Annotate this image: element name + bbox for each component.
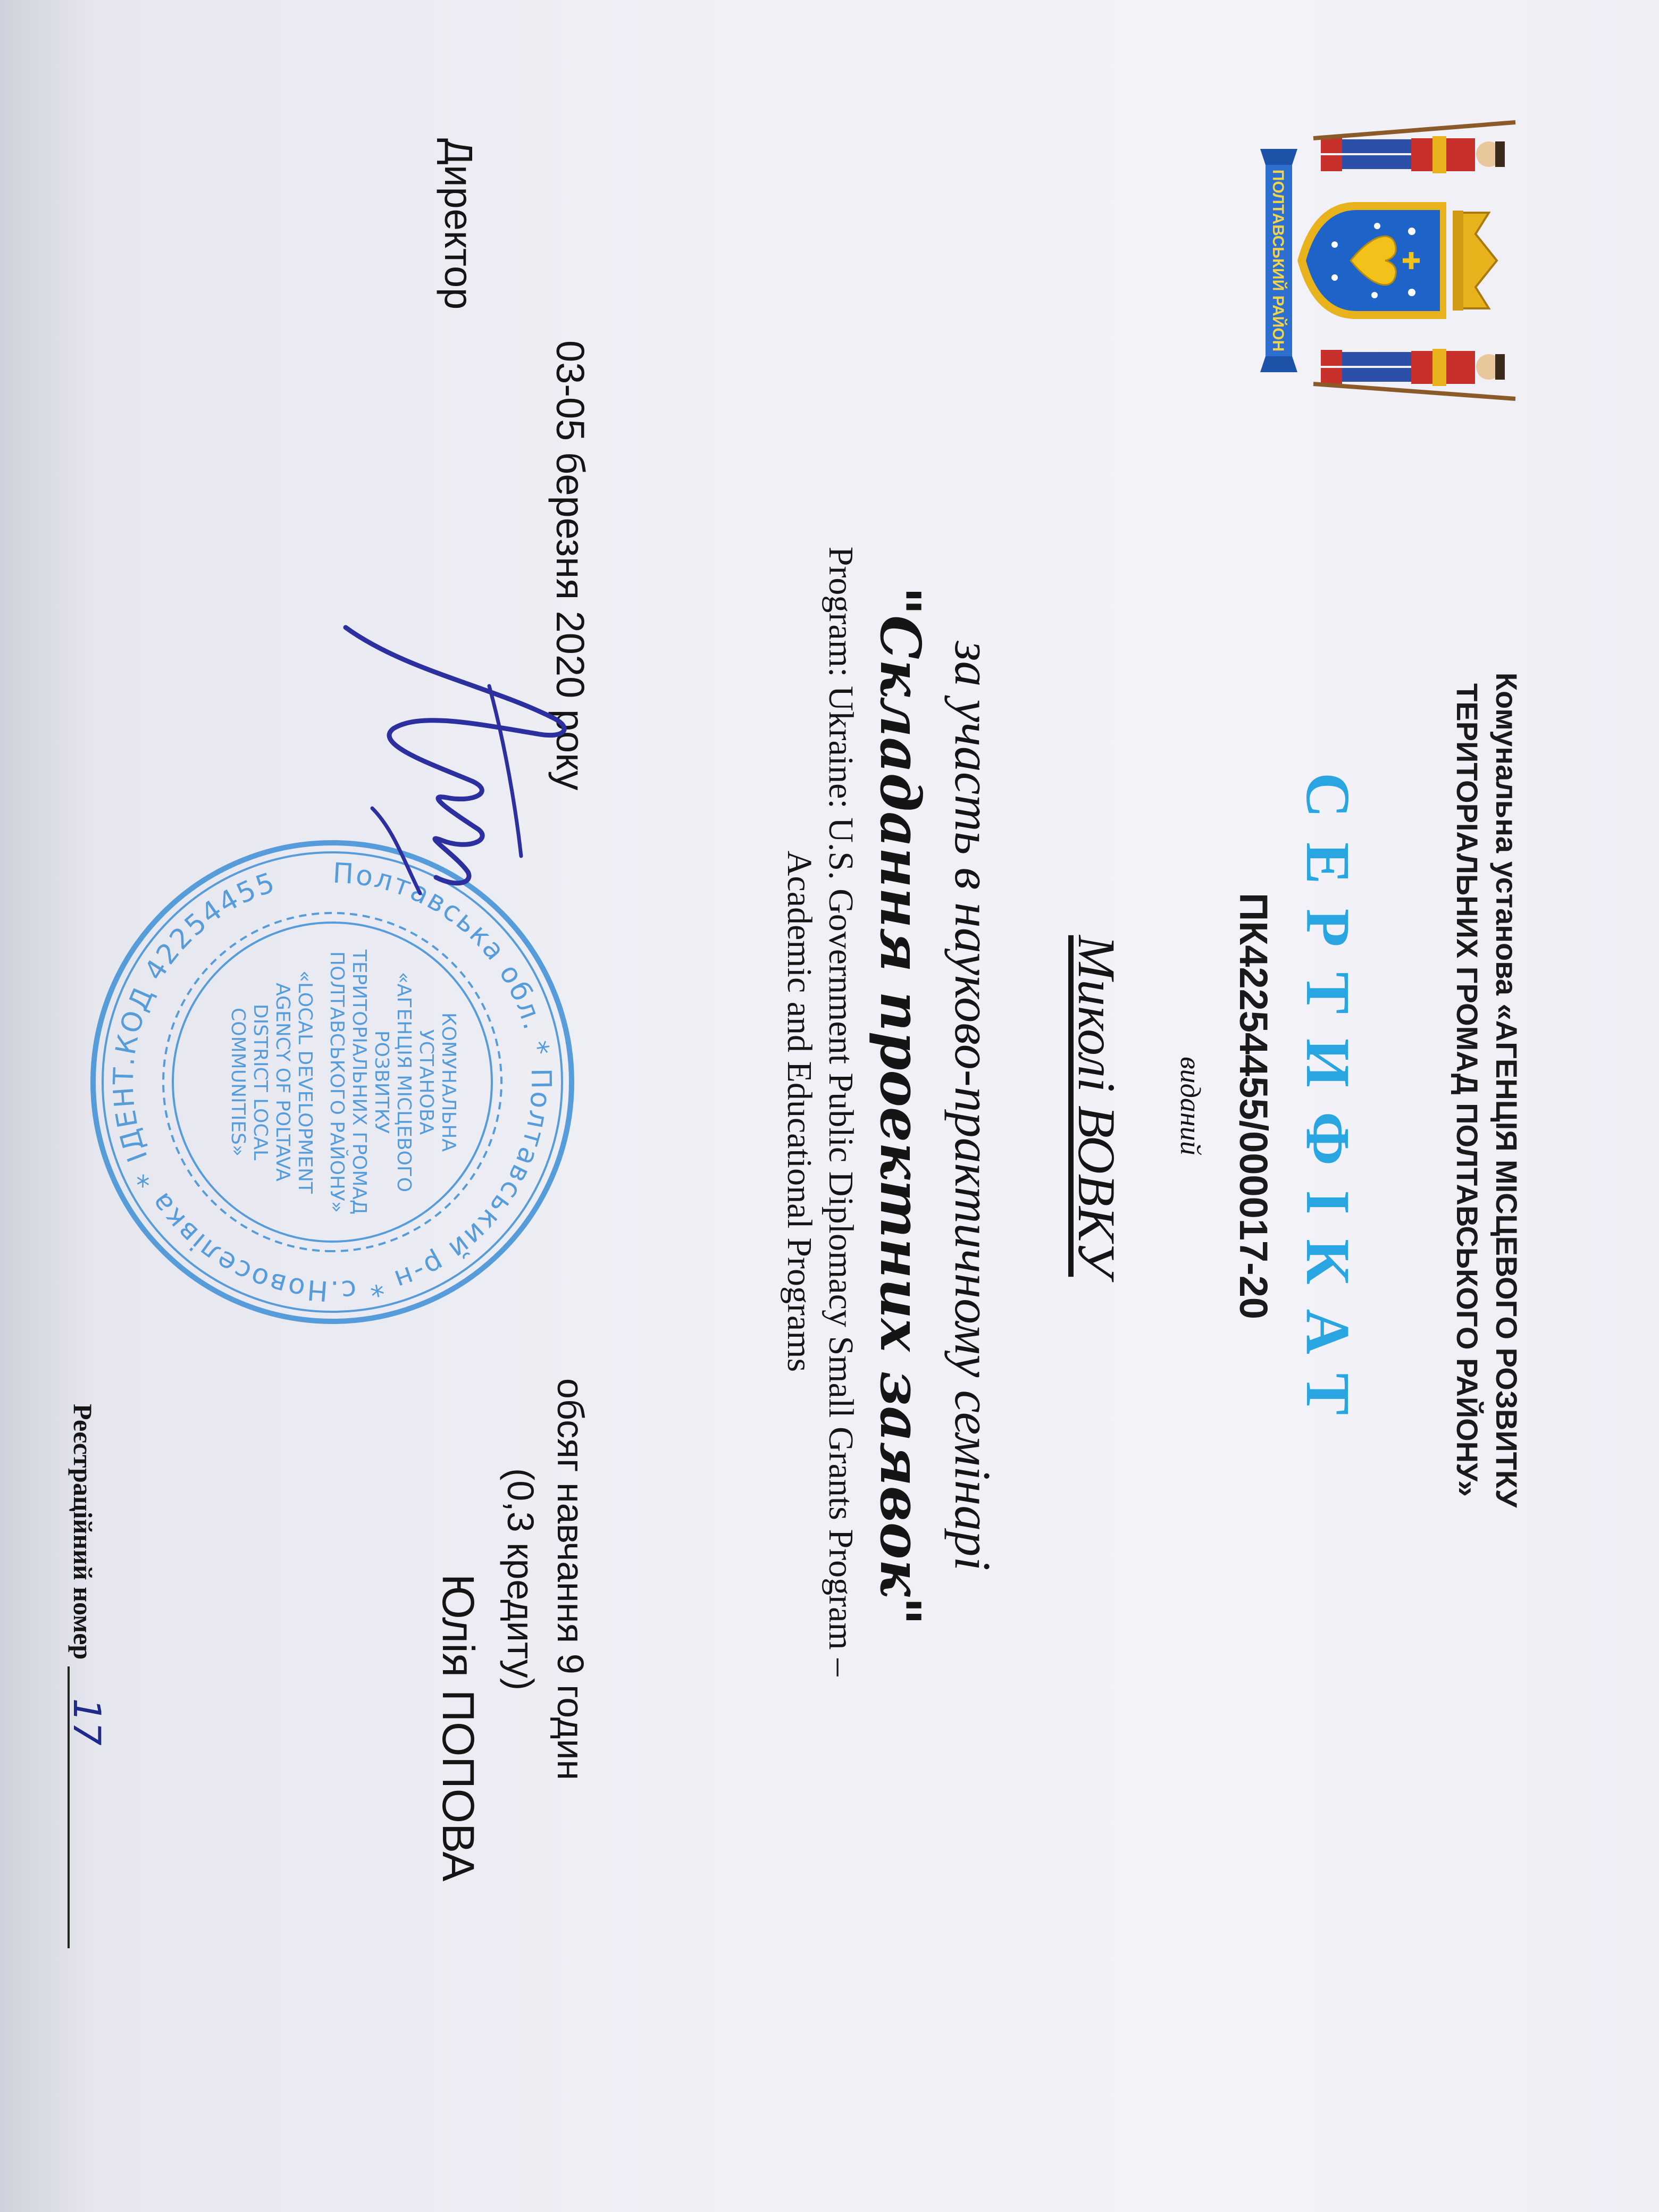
institution-line-2: ТЕРИТОРІАЛЬНИХ ГРОМАД ПОЛТАВСЬКОГО РАЙОНУ» <box>1451 683 1484 1497</box>
stamp-line: РОЗВИТКУ <box>371 1030 392 1134</box>
crown-icon <box>1453 211 1497 311</box>
stamp-line: COMMUNITIES» <box>227 1008 249 1157</box>
course-duration <box>496 1313 596 1845</box>
program-line-2: Academic and Educational Programs <box>780 850 819 1372</box>
institution-line-1: Комунальна установа «АГЕНЦІЯ МІСЦЕВОГО РОЗВИТКУ <box>1490 672 1523 1508</box>
recipient-name: Миколі ВОВКУ <box>1067 935 1126 1277</box>
coat-ribbon-text: ПОЛТАВСЬКИЙ РАЙОН <box>1269 169 1287 352</box>
svg-text:✚: ✚ <box>1397 250 1424 271</box>
stamp-line: КОМУНАЛЬНА <box>438 1012 459 1152</box>
director-label: Директор <box>437 138 481 310</box>
official-round-stamp-icon <box>85 835 580 1329</box>
poltava-district-coat-of-arms-icon <box>1239 106 1526 415</box>
duration-credits: (0,3 кредиту) <box>500 1468 541 1691</box>
seminar-dates: 03-05 березня 2020 року <box>548 340 592 791</box>
stamp-line: «АГЕНЦІЯ МІСЦЕВОГО <box>393 971 415 1193</box>
stamp-line: ТЕРИТОРІАЛЬНИХ ГРОМАД <box>348 949 370 1215</box>
stamp-outer-ring-text: Полтавська обл. * Полтавський р-н * с.Новоселівка * ІДЕНТ.КОД 42254455 <box>107 857 557 1307</box>
stamp-line: DISTRICT LOCAL <box>249 1003 271 1161</box>
program-description <box>778 489 861 1733</box>
certificate-number: ПК42254455/000017-20 <box>1231 892 1276 1320</box>
seminar-title: "Складання проектних заявок" <box>868 586 933 1626</box>
stamp-line: ПОЛТАВСЬКОГО РАЙОНУ» <box>326 951 348 1213</box>
director-name: Юлія ПОПОВА <box>433 1574 483 1882</box>
handwritten-signature-icon <box>308 606 596 904</box>
registration-row <box>65 1404 108 1948</box>
stamp-line: «LOCAL DEVELOPMENT <box>294 970 316 1194</box>
participation-text: за участь в науково-практичному семінарі <box>944 641 1001 1571</box>
registration-label: Реєстраційний номер <box>68 1404 98 1660</box>
issued-label: виданий <box>1175 1057 1206 1155</box>
registration-number: 17 <box>68 1666 104 1948</box>
certificate-title: СЕРТИФІКАТ <box>1293 772 1363 1440</box>
duration-hours: обсяг навчання 9 годин <box>550 1378 591 1781</box>
institution-name <box>1447 532 1526 1648</box>
stamp-line: AGENCY OF POLTAVA <box>272 983 294 1182</box>
stamp-line: УСТАНОВА <box>415 1029 437 1135</box>
program-line-1: Program: Ukraine: U.S. Government Public Diplomacy Small Grants Program – <box>822 546 860 1677</box>
